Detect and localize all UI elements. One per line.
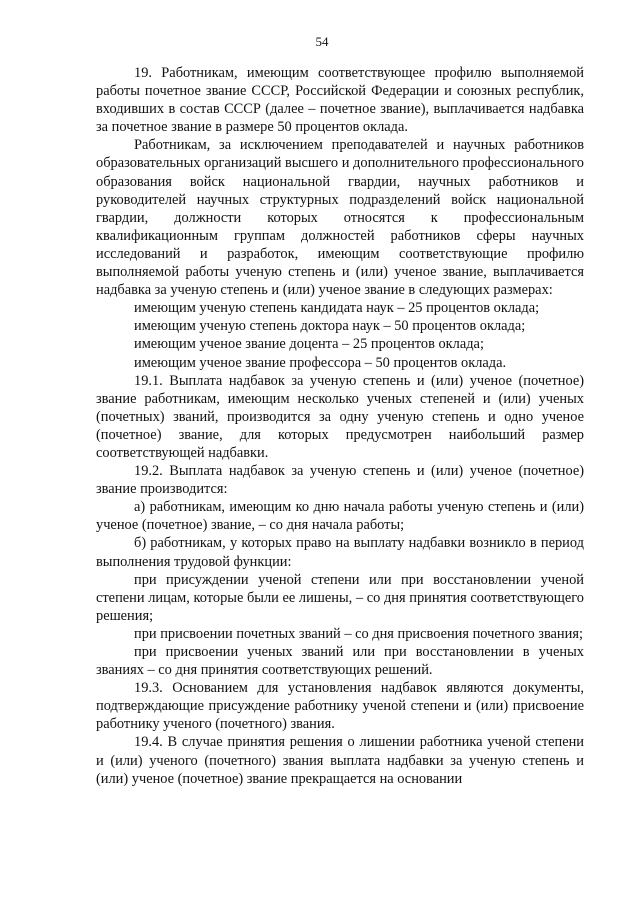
paragraph-honorary-title: при присвоении почетных званий – со дня присвоения почетного звания; bbox=[134, 625, 583, 642]
paragraph-19-4: 19.4. В случае принятия решения о лишении работника ученой степени и (или) ученого (почетного) звания выплата надбавки за ученую степень и (или) ученое (почетное) звание прекращается на основании bbox=[96, 734, 584, 787]
list-item-candidate: имеющим ученую степень кандидата наук – 25 процентов оклада; bbox=[134, 300, 540, 317]
page-number: 54 bbox=[315, 34, 329, 49]
paragraph-19-2: 19.2. Выплата надбавок за ученую степень и (или) ученое (почетное) звание производится: bbox=[96, 463, 584, 498]
paragraph-19-2-a: а) работникам, имеющим ко дню начала работы ученую степень и (или) ученое (почетное) звание, – со дня начала работы; bbox=[96, 499, 584, 534]
paragraph-19-1: 19.1. Выплата надбавок за ученую степень и (или) ученое (почетное) звание работникам, имеющим несколько ученых степеней и (или) ученых (почетных) званий, производится за одну ученую степень и одно ученое (почетное) звание, для которых предусмотрен наибольший размер соответствующей надбавки. bbox=[96, 372, 584, 461]
paragraph-degree-award: при присуждении ученой степени или при восстановлении ученой степени лицам, которые были ее лишены, – со дня принятия соответствующего решения; bbox=[96, 571, 584, 624]
paragraph-19-2-b: б) работникам, у которых право на выплату надбавки возникло в период выполнения трудовой функции: bbox=[96, 535, 584, 570]
paragraph-19-3: 19.3. Основанием для установления надбавок являются документы, подтверждающие присуждение работнику ученой степени и (или) присвоение работнику ученого (почетного) звания. bbox=[96, 680, 584, 733]
list-item-docent: имеющим ученое звание доцента – 25 процентов оклада; bbox=[134, 336, 484, 353]
list-item-professor: имеющим ученое звание профессора – 50 процентов оклада. bbox=[134, 354, 507, 371]
paragraph-19: 19. Работникам, имеющим соответствующее профилю выполняемой работы почетное звание СССР, Российской Федерации и союзных республик, входивших в состав СССР (далее – почетное звание), выплачивается надбавка за почетное звание в размере 50 процентов оклада. bbox=[96, 65, 584, 136]
paragraph-workers-scientific: Работникам, за исключением преподавателей и научных работников образовательных организаций высшего и дополнительного профессионального образования войск национальной гвардии, научных работников и руководителей научных структурных подразделений войск национальной гвардии, должности которых относятся к профессиональным квалификационным группам должностей работников сферы научных исследований и разработок, имеющим соответствующие профилю выполняемой работы ученую степень и (или) ученое звание, выплачивается надбавка за ученую степень и (или) ученое звание в следующих размерах: bbox=[96, 137, 584, 299]
document-body bbox=[96, 64, 584, 788]
paragraph-academic-title: при присвоении ученых званий или при восстановлении в ученых званиях – со дня принятия соответствующих решений. bbox=[96, 644, 584, 679]
list-item-doctor: имеющим ученую степень доктора наук – 50 процентов оклада; bbox=[134, 318, 526, 335]
